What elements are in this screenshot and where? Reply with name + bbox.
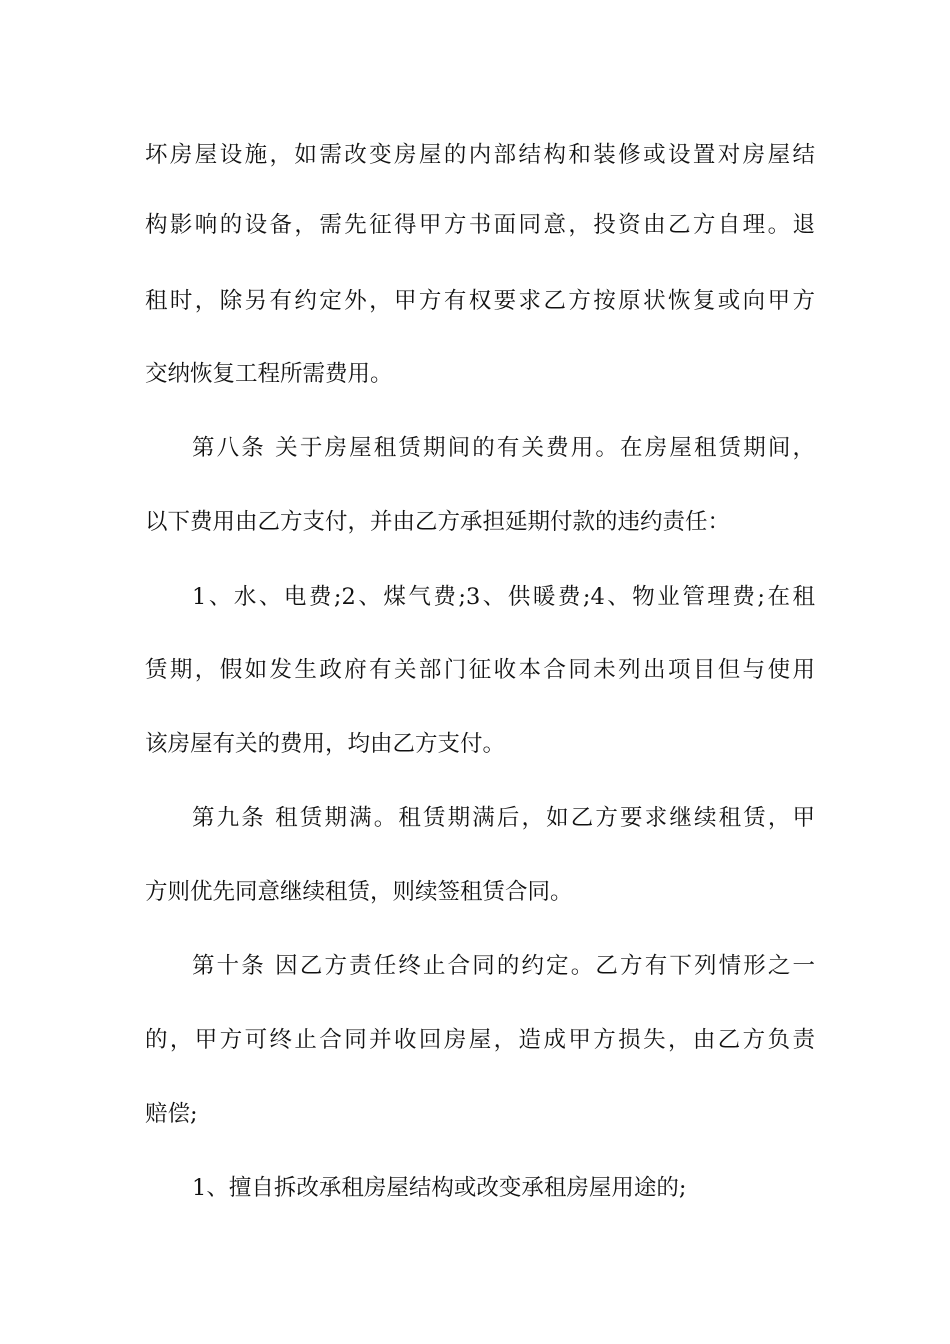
text-line-13: 的，甲方可终止合同并收回房屋，造成甲方损失，由乙方负责 xyxy=(145,1027,815,1053)
text-line-1: 坏房屋设施，如需改变房屋的内部结构和装修或设置对房屋结 xyxy=(145,142,815,168)
article-8-heading-line: 第八条 关于房屋租赁期间的有关费用。在房屋租赁期间， xyxy=(192,435,815,461)
clause-1-line: 1、擅自拆改承租房屋结构或改变承租房屋用途的; xyxy=(192,1175,687,1201)
text-line-11: 方则优先同意继续租赁，则续签租赁合同。 xyxy=(145,879,573,905)
text-line-14: 赔偿; xyxy=(145,1101,198,1127)
article-9-heading-line: 第九条 租赁期满。租赁期满后，如乙方要求继续租赁，甲 xyxy=(192,805,815,831)
text-line-6: 以下费用由乙方支付，并由乙方承担延期付款的违约责任： xyxy=(145,509,731,535)
text-line-9: 该房屋有关的费用，均由乙方支付。 xyxy=(145,731,506,757)
text-line-3: 租时，除另有约定外，甲方有权要求乙方按原状恢复或向甲方 xyxy=(145,288,815,314)
article-10-heading-line: 第十条 因乙方责任终止合同的约定。乙方有下列情形之一 xyxy=(192,953,815,979)
text-line-8: 赁期，假如发生政府有关部门征收本合同未列出项目但与使用 xyxy=(145,657,815,683)
text-line-4: 交纳恢复工程所需费用。 xyxy=(145,361,393,387)
text-line-2: 构影响的设备，需先征得甲方书面同意，投资由乙方自理。退 xyxy=(145,212,815,238)
fee-list-line: 1、水、电费;2、煤气费;3、供暖费;4、物业管理费;在租 xyxy=(192,584,815,610)
